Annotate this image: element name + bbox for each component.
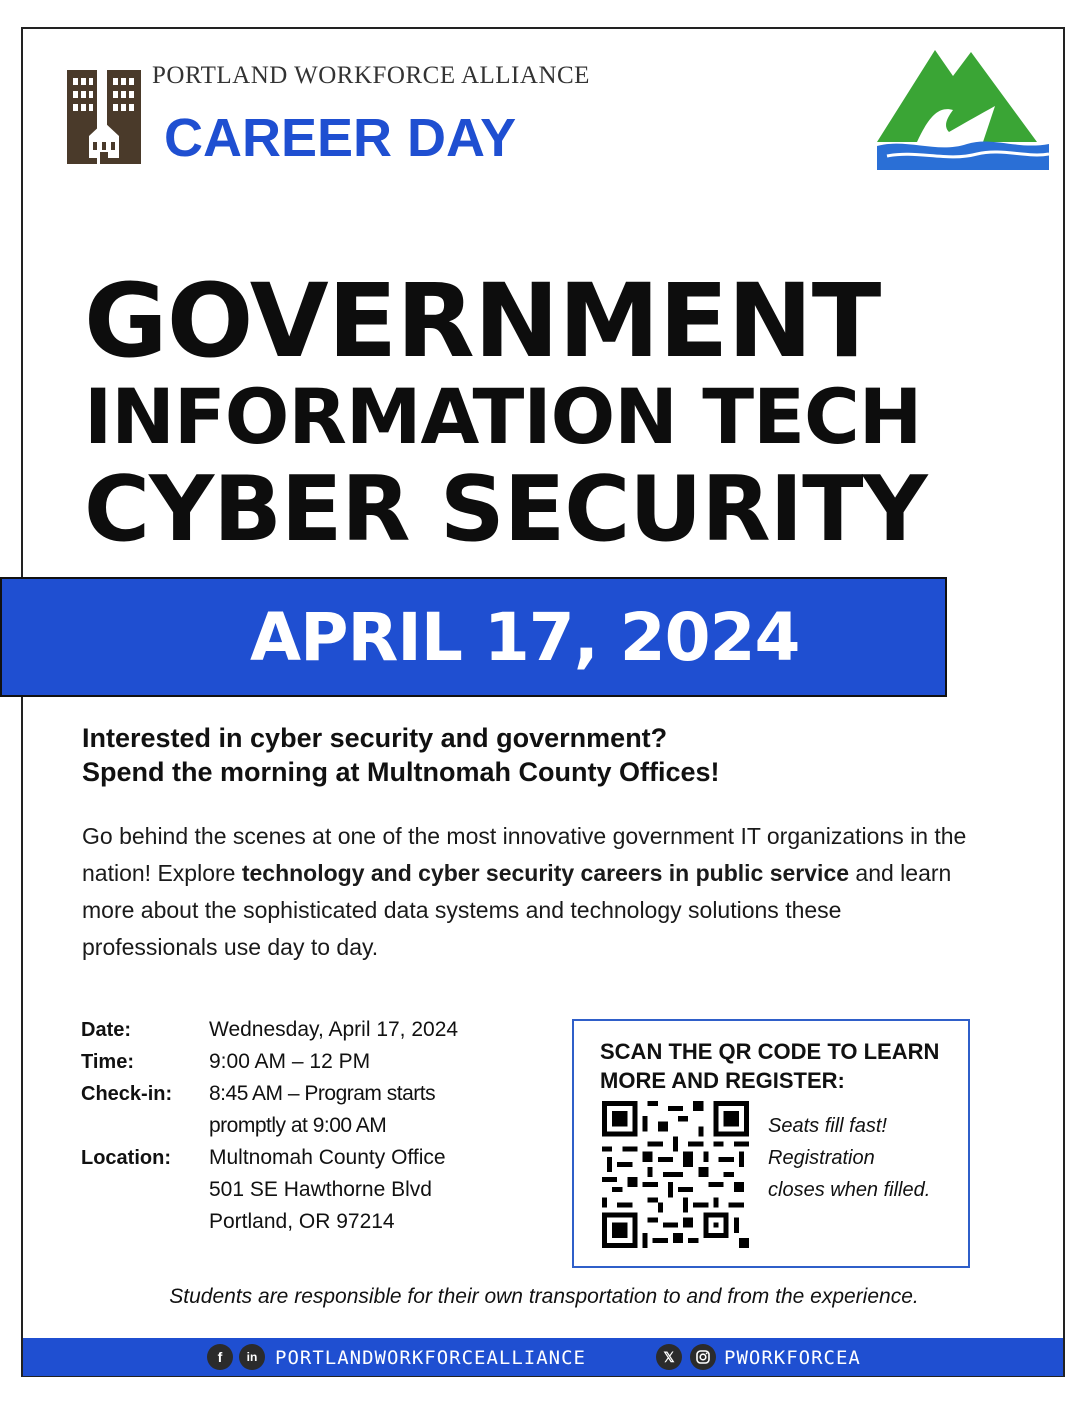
footer-handle-1[interactable]: PORTLANDWORKFORCEALLIANCE — [275, 1347, 586, 1369]
headline-government: GOVERNMENT — [84, 262, 881, 381]
description-part-1: Go behind the scenes at one of the most innovative government IT organizations in the nation! Explore — [82, 823, 967, 886]
qr-note — [768, 1110, 930, 1206]
description-paragraph — [82, 818, 982, 966]
headline-information-tech: INFORMATION TECH — [84, 372, 922, 461]
intro-text — [82, 721, 720, 789]
qr-heading — [600, 1037, 939, 1095]
intro-line-1: Interested in cyber security and government? — [82, 723, 668, 753]
description-part-2: and learn more about the sophisticated data systems and technology solutions these professionals use day to day. — [82, 860, 952, 960]
time-label: Time: — [81, 1051, 134, 1073]
qr-note-line-2: Registration — [768, 1147, 875, 1169]
footer-handle-2[interactable]: PWORKFORCEA — [724, 1347, 861, 1369]
qr-note-line-1: Seats fill fast! — [768, 1115, 887, 1137]
event-type-title: CAREER DAY — [164, 108, 517, 168]
intro-line-2: Spend the morning at Multnomah County Offices! — [82, 757, 720, 787]
time-value: 9:00 AM – 12 PM — [209, 1050, 371, 1073]
checkin-label: Check-in: — [81, 1083, 173, 1105]
x-icon[interactable]: 𝕏 — [656, 1344, 682, 1370]
location-label: Location: — [81, 1147, 171, 1169]
location-value-1: Multnomah County Office — [209, 1146, 446, 1169]
mountain-river-logo-icon — [877, 46, 1049, 170]
transportation-note: Students are responsible for their own transportation to and from the experience. — [169, 1285, 919, 1308]
facebook-icon[interactable]: f — [207, 1344, 233, 1370]
org-name: PORTLAND WORKFORCE ALLIANCE — [152, 62, 590, 89]
checkin-value-2: promptly at 9:00 AM — [209, 1114, 387, 1137]
date-value: Wednesday, April 17, 2024 — [209, 1018, 459, 1041]
description-bold: technology and cyber security careers in public service — [241, 860, 850, 886]
instagram-icon[interactable] — [690, 1344, 716, 1370]
location-value-2: 501 SE Hawthorne Blvd — [209, 1178, 432, 1201]
location-value-3: Portland, OR 97214 — [209, 1210, 395, 1233]
headline-cyber-security: CYBER SECURITY — [84, 457, 927, 562]
qr-code[interactable] — [602, 1101, 749, 1248]
qr-note-line-3: closes when filled. — [768, 1179, 931, 1201]
date-label: Date: — [81, 1019, 132, 1041]
qr-heading-line-2: MORE AND REGISTER: — [600, 1068, 845, 1093]
building-logo-icon — [67, 70, 141, 164]
date-banner-text: APRIL 17, 2024 — [250, 599, 800, 676]
checkin-value-1: 8:45 AM – Program starts — [209, 1082, 436, 1105]
linkedin-icon[interactable]: in — [239, 1344, 265, 1370]
qr-heading-line-1: SCAN THE QR CODE TO LEARN — [600, 1039, 940, 1064]
